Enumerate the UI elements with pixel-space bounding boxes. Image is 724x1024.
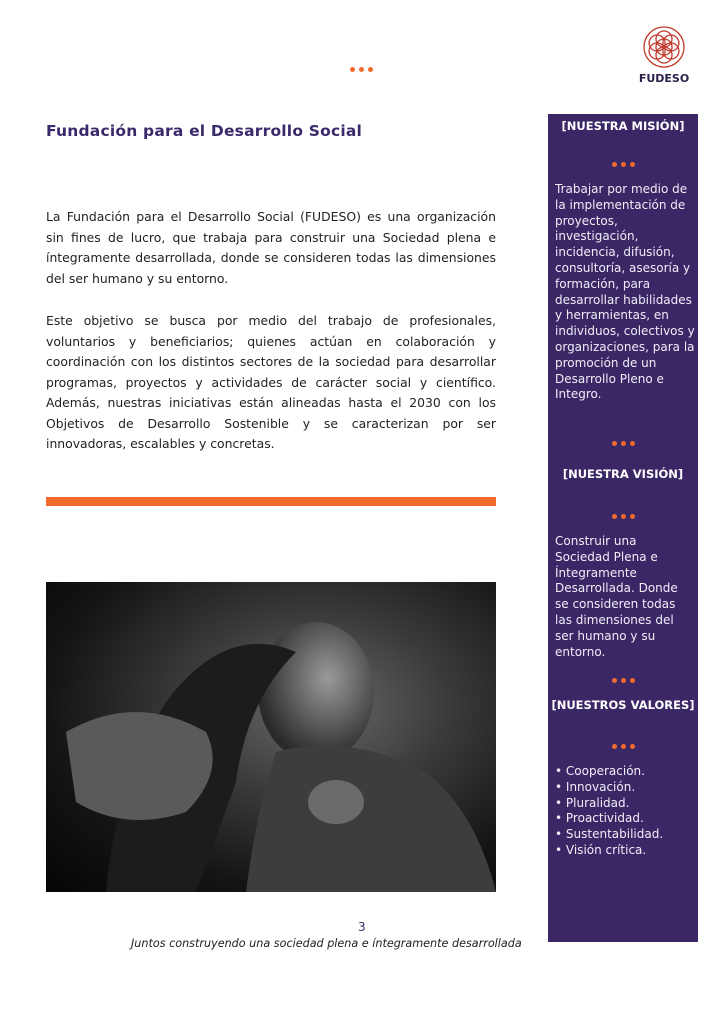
footer-tagline: Juntos construyendo una sociedad plena e íntegramente desarrollada	[131, 937, 522, 950]
decorative-dots	[548, 152, 698, 171]
fudeso-logo	[638, 24, 690, 90]
decorative-dots	[548, 734, 698, 753]
list-item: • Cooperación.	[555, 764, 695, 780]
flower-of-life-icon	[638, 24, 690, 70]
list-item: • Visión crítica.	[555, 843, 695, 859]
mision-text: Trabajar por medio de la implementación de proyectos, investigación, incidencia, difusión, consultoría, asesoría y formación, para desarrollar habilidades y herramientas, en individuos, colectivos y organizaciones, para la promoción de un Desarrollo Pleno e Integro.	[555, 182, 695, 402]
mision-heading: [NUESTRA MISIÓN]	[561, 119, 685, 133]
list-item: • Innovación.	[555, 780, 695, 796]
page-title: Fundación para el Desarrollo Social	[46, 122, 363, 140]
vision-heading: [NUESTRA VISIÓN]	[562, 467, 684, 481]
page-number: 3	[358, 920, 366, 934]
objective-paragraph: Este objetivo se busca por medio del trabajo de profesionales, voluntarios y beneficiarios; quienes actúan en colaboración y coordinación con los distintos sectores de la sociedad para desarrollar programas, proyectos y actividades de carácter social y científico. Además, nuestras iniciativas están alineadas hasta el 2030 con los Objetivos de Desarrollo Sostenible y se caracterizan por ser innovadoras, escalables y concretas.	[46, 313, 496, 451]
embrace-photo	[46, 582, 496, 892]
logo-text: FUDESO	[638, 72, 690, 85]
decorative-dots	[548, 431, 698, 450]
valores-list	[555, 764, 695, 859]
decorative-dots	[548, 504, 698, 523]
decorative-dots	[348, 60, 375, 76]
orange-divider	[46, 497, 496, 506]
intro-paragraph: La Fundación para el Desarrollo Social (FUDESO) es una organización sin fines de lucro, que trabaja para construir una Sociedad plena e íntegramente desarrollada, donde se consideren todas las dimensiones del ser humano y su entorno.	[46, 209, 496, 286]
list-item: • Sustentabilidad.	[555, 827, 695, 843]
sidebar-panel	[548, 114, 698, 942]
valores-heading: [NUESTROS VALORES]	[551, 698, 695, 712]
list-item: • Proactividad.	[555, 811, 695, 827]
vision-text: Construir una Sociedad Plena e Íntegramente Desarrollada. Donde se consideren todas las dimensiones del ser humano y su entorno.	[555, 534, 678, 659]
list-item: • Pluralidad.	[555, 796, 695, 812]
decorative-dots	[548, 668, 698, 687]
